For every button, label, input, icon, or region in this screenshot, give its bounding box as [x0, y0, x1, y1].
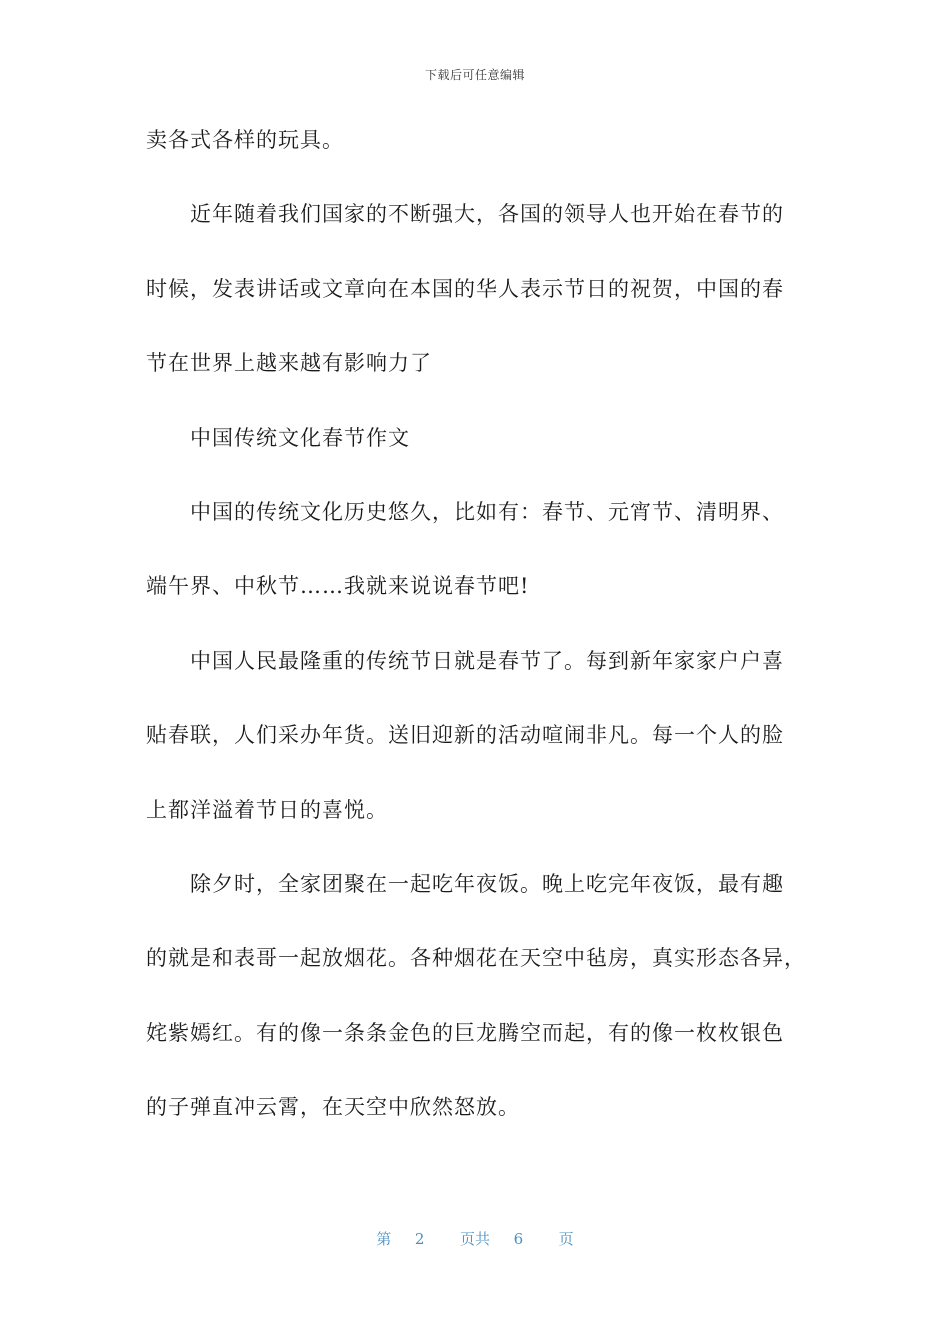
paragraph-line: 上都洋溢着节日的喜悦。	[146, 797, 388, 822]
paragraph-line: 时候，发表讲话或文章向在本国的华人表示节日的祝贺，中国的春	[146, 276, 784, 301]
paragraph-line: 的子弹直冲云霄，在天空中欣然怒放。	[146, 1095, 520, 1120]
page-mid-label: 页共	[459, 1230, 490, 1248]
section-title: 中国传统文化春节作文	[190, 425, 410, 450]
document-body	[146, 122, 806, 1163]
page-footer	[0, 1228, 950, 1249]
page-number: 2	[414, 1230, 425, 1248]
paragraph-line: 的就是和表哥一起放烟花。各种烟花在天空中毡房，真实形态各异，	[146, 946, 806, 971]
paragraph-line: 贴春联，人们采办年货。送旧迎新的活动喧闹非凡。每一个人的脸	[146, 723, 784, 748]
total-pages: 6	[513, 1230, 524, 1248]
paragraph-line: 中国人民最隆重的传统节日就是春节了。每到新年家家户户喜	[190, 648, 784, 673]
paragraph-line: 端午界、中秋节……我就来说说春节吧!	[146, 574, 530, 599]
paragraph-line: 姹紫嫣红。有的像一条条金色的巨龙腾空而起，有的像一枚枚银色	[146, 1020, 784, 1045]
paragraph-line: 近年随着我们国家的不断强大，各国的领导人也开始在春节的	[190, 202, 784, 227]
paragraph-line: 节在世界上越来越有影响力了	[146, 351, 432, 376]
paragraph-line: 卖各式各样的玩具。	[146, 128, 344, 152]
page-suffix: 页	[558, 1230, 574, 1248]
paragraph-line: 中国的传统文化历史悠久，比如有：春节、元宵节、清明界、	[190, 499, 784, 524]
page-label: 第	[376, 1230, 392, 1248]
page-header: 下载后可任意编辑	[424, 68, 525, 82]
paragraph-line: 除夕时，全家团聚在一起吃年夜饭。晚上吃完年夜饭，最有趣	[190, 871, 784, 896]
